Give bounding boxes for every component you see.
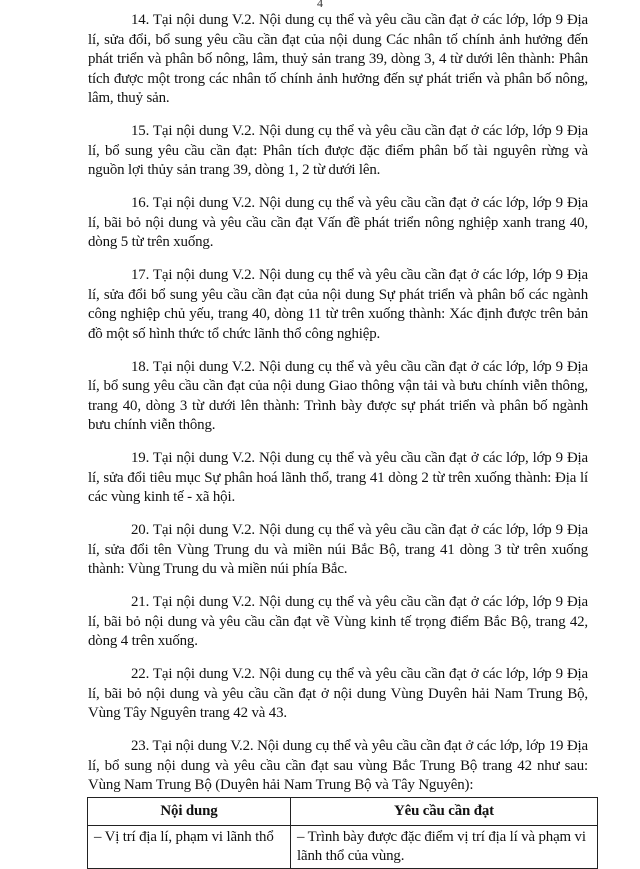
paragraph-17: 17. Tại nội dung V.2. Nội dung cụ thể và yêu cầu cần đạt ở các lớp, lớp 9 Địa lí, sửa đổi bổ sung yêu cầu cần đạt của nội dung Sự phát triển và phân bố các ngành công nghiệp chủ yếu, trang 40, dòng 11 từ trên xuống thành: Xác định được trên bản đồ một số hình thức tổ chức lãnh thổ công nghiệp. bbox=[88, 267, 588, 342]
paragraph-23: 23. Tại nội dung V.2. Nội dung cụ thể và yêu cầu cần đạt ở các lớp, lớp 19 Địa lí, bổ sung nội dung và yêu cầu cần đạt sau vùng Bắc Trung Bộ trang 42 như sau: Vùng Nam Trung Bộ (Duyên hải Nam Trung Bộ và Tây Nguyên): bbox=[88, 738, 588, 794]
document-body bbox=[88, 11, 588, 869]
table-header-content: Nội dung bbox=[88, 798, 291, 826]
table-header-requirement: Yêu cầu cần đạt bbox=[291, 798, 598, 826]
paragraph-22: 22. Tại nội dung V.2. Nội dung cụ thể và yêu cầu cần đạt ở các lớp, lớp 9 Địa lí, bãi bỏ nội dung và yêu cầu cần đạt ở nội dung Vùng Duyên hải Nam Trung Bộ, Vùng Tây Nguyên trang 42 và 43. bbox=[88, 666, 588, 722]
table-row bbox=[88, 826, 598, 869]
paragraph-20: 20. Tại nội dung V.2. Nội dung cụ thể và yêu cầu cần đạt ở các lớp, lớp 9 Địa lí, sửa đổi tên Vùng Trung du và miền núi Bắc Bộ, trang 41 dòng 3 từ trên xuống thành: Vùng Trung du và miền núi phía Bắc. bbox=[88, 522, 588, 578]
paragraph-19: 19. Tại nội dung V.2. Nội dung cụ thể và yêu cầu cần đạt ở các lớp, lớp 9 Địa lí, sửa đổi tiêu mục Sự phân hoá lãnh thổ, trang 41 dòng 2 từ trên xuống thành: Địa lí các vùng kinh tế - xã hội. bbox=[88, 450, 588, 506]
paragraph-15: 15. Tại nội dung V.2. Nội dung cụ thể và yêu cầu cần đạt ở các lớp, lớp 9 Địa lí, bổ sung yêu cầu cần đạt: Phân tích được đặc điểm phân bố tài nguyên rừng và nguồn lợi thủy sản trang 39, dòng 1, 2 từ dưới lên. bbox=[88, 123, 588, 179]
table-cell-content: – Vị trí địa lí, phạm vi lãnh thổ bbox=[88, 826, 291, 869]
paragraph-16: 16. Tại nội dung V.2. Nội dung cụ thể và yêu cầu cần đạt ở các lớp, lớp 9 Địa lí, bãi bỏ nội dung và yêu cầu cần đạt Vấn đề phát triển nông nghiệp xanh trang 40, dòng 5 từ trên xuống. bbox=[88, 195, 588, 251]
paragraph-21: 21. Tại nội dung V.2. Nội dung cụ thể và yêu cầu cần đạt ở các lớp, lớp 9 Địa lí, bãi bỏ nội dung và yêu cầu cần đạt về Vùng kinh tế trọng điểm Bắc Bộ, trang 42, dòng 4 trên xuống. bbox=[88, 594, 588, 650]
paragraph-18: 18. Tại nội dung V.2. Nội dung cụ thể và yêu cầu cần đạt ở các lớp, lớp 9 Địa lí, bổ sung yêu cầu cần đạt của nội dung Giao thông vận tải và bưu chính viễn thông, trang 40, dòng 3 từ dưới lên thành: Trình bày được sự phát triển và phân bố ngành bưu chính viễn thông. bbox=[88, 358, 588, 434]
paragraph-14: 14. Tại nội dung V.2. Nội dung cụ thể và yêu cầu cần đạt ở các lớp, lớp 9 Địa lí, sửa đổi, bổ sung yêu cầu cần đạt của nội dung Các nhân tố chính ảnh hưởng đến phát triển và phân bố nông, lâm, thuỷ sản trang 39, dòng 3, 4 từ dưới lên thành: Phân tích được một trong các nhân tố chính ảnh hưởng đến sự phát triển và phân bố nông, lâm, thuỷ sản. bbox=[88, 12, 588, 107]
table-header-row bbox=[88, 798, 598, 826]
page-number: 4 bbox=[317, 0, 323, 10]
requirements-table bbox=[87, 797, 598, 869]
table-cell-requirement: – Trình bày được đặc điểm vị trí địa lí và phạm vi lãnh thổ của vùng. bbox=[291, 826, 598, 869]
